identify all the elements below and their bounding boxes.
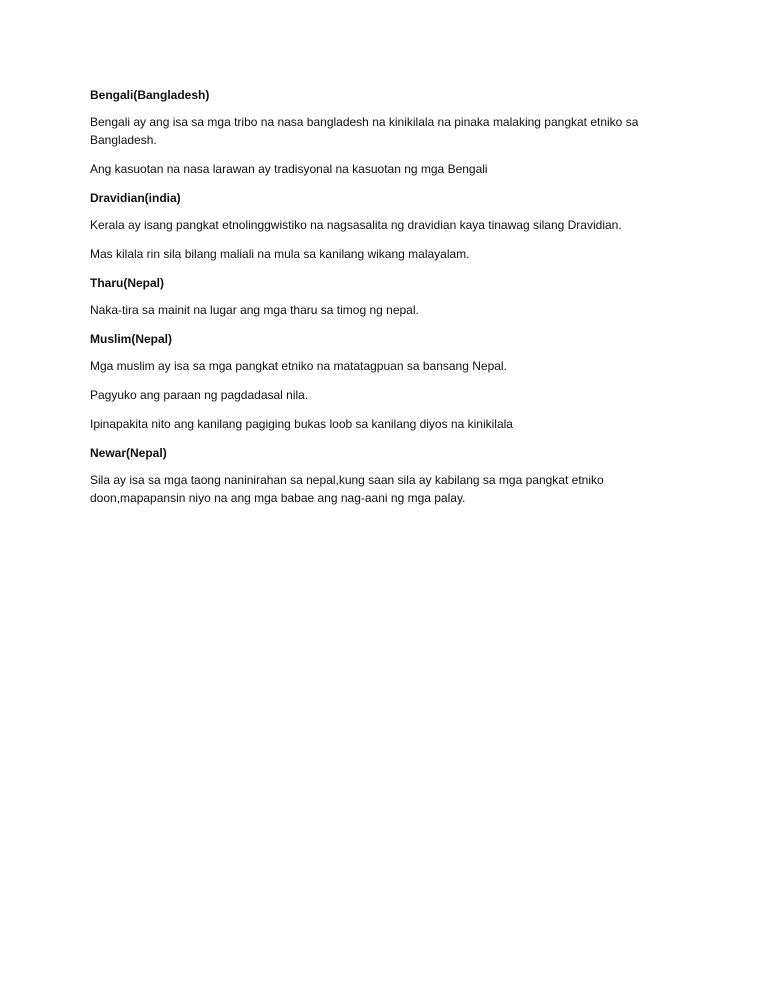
section-muslim <box>90 330 690 433</box>
paragraph-line: Bangladesh. <box>90 133 157 147</box>
paragraph-line: Naka-tira sa mainit na lugar ang mga tharu sa timog ng nepal. <box>90 303 419 317</box>
paragraph <box>90 471 690 507</box>
section-heading: Muslim(Nepal) <box>90 332 173 346</box>
paragraph <box>90 113 690 149</box>
section-heading: Bengali(Bangladesh) <box>90 88 210 102</box>
paragraph-line: Mas kilala rin sila bilang maliali na mula sa kanilang wikang malayalam. <box>90 247 470 261</box>
paragraph-line: Kerala ay isang pangkat etnolinggwistiko na nagsasalita ng dravidian kaya tinawag silang Dravidian. <box>90 218 622 232</box>
paragraph <box>90 301 690 319</box>
paragraph-line: doon,mapapansin niyo na ang mga babae ang nag-aani ng mga palay. <box>90 491 466 505</box>
paragraph-line: Mga muslim ay isa sa mga pangkat etniko na matatagpuan sa bansang Nepal. <box>90 359 507 373</box>
paragraph <box>90 357 690 375</box>
paragraph <box>90 216 690 234</box>
paragraph-line: Ang kasuotan na nasa larawan ay tradisyonal na kasuotan ng mga Bengali <box>90 162 488 176</box>
document-page <box>90 86 690 518</box>
paragraph <box>90 415 690 433</box>
section-heading: Tharu(Nepal) <box>90 276 165 290</box>
paragraph-line: Ipinapakita nito ang kanilang pagiging bukas loob sa kanilang diyos na kinikilala <box>90 417 513 431</box>
section-newar <box>90 444 690 507</box>
paragraph <box>90 386 690 404</box>
section-bengali <box>90 86 690 178</box>
section-heading: Newar(Nepal) <box>90 446 167 460</box>
paragraph <box>90 160 690 178</box>
section-dravidian <box>90 189 690 263</box>
section-heading: Dravidian(india) <box>90 191 181 205</box>
paragraph-line: Bengali ay ang isa sa mga tribo na nasa bangladesh na kinikilala na pinaka malaking pangkat etniko sa <box>90 115 639 129</box>
paragraph-line: Sila ay isa sa mga taong naninirahan sa nepal,kung saan sila ay kabilang sa mga pangkat etniko <box>90 473 604 487</box>
paragraph <box>90 245 690 263</box>
paragraph-line: Pagyuko ang paraan ng pagdadasal nila. <box>90 388 309 402</box>
section-tharu <box>90 274 690 319</box>
